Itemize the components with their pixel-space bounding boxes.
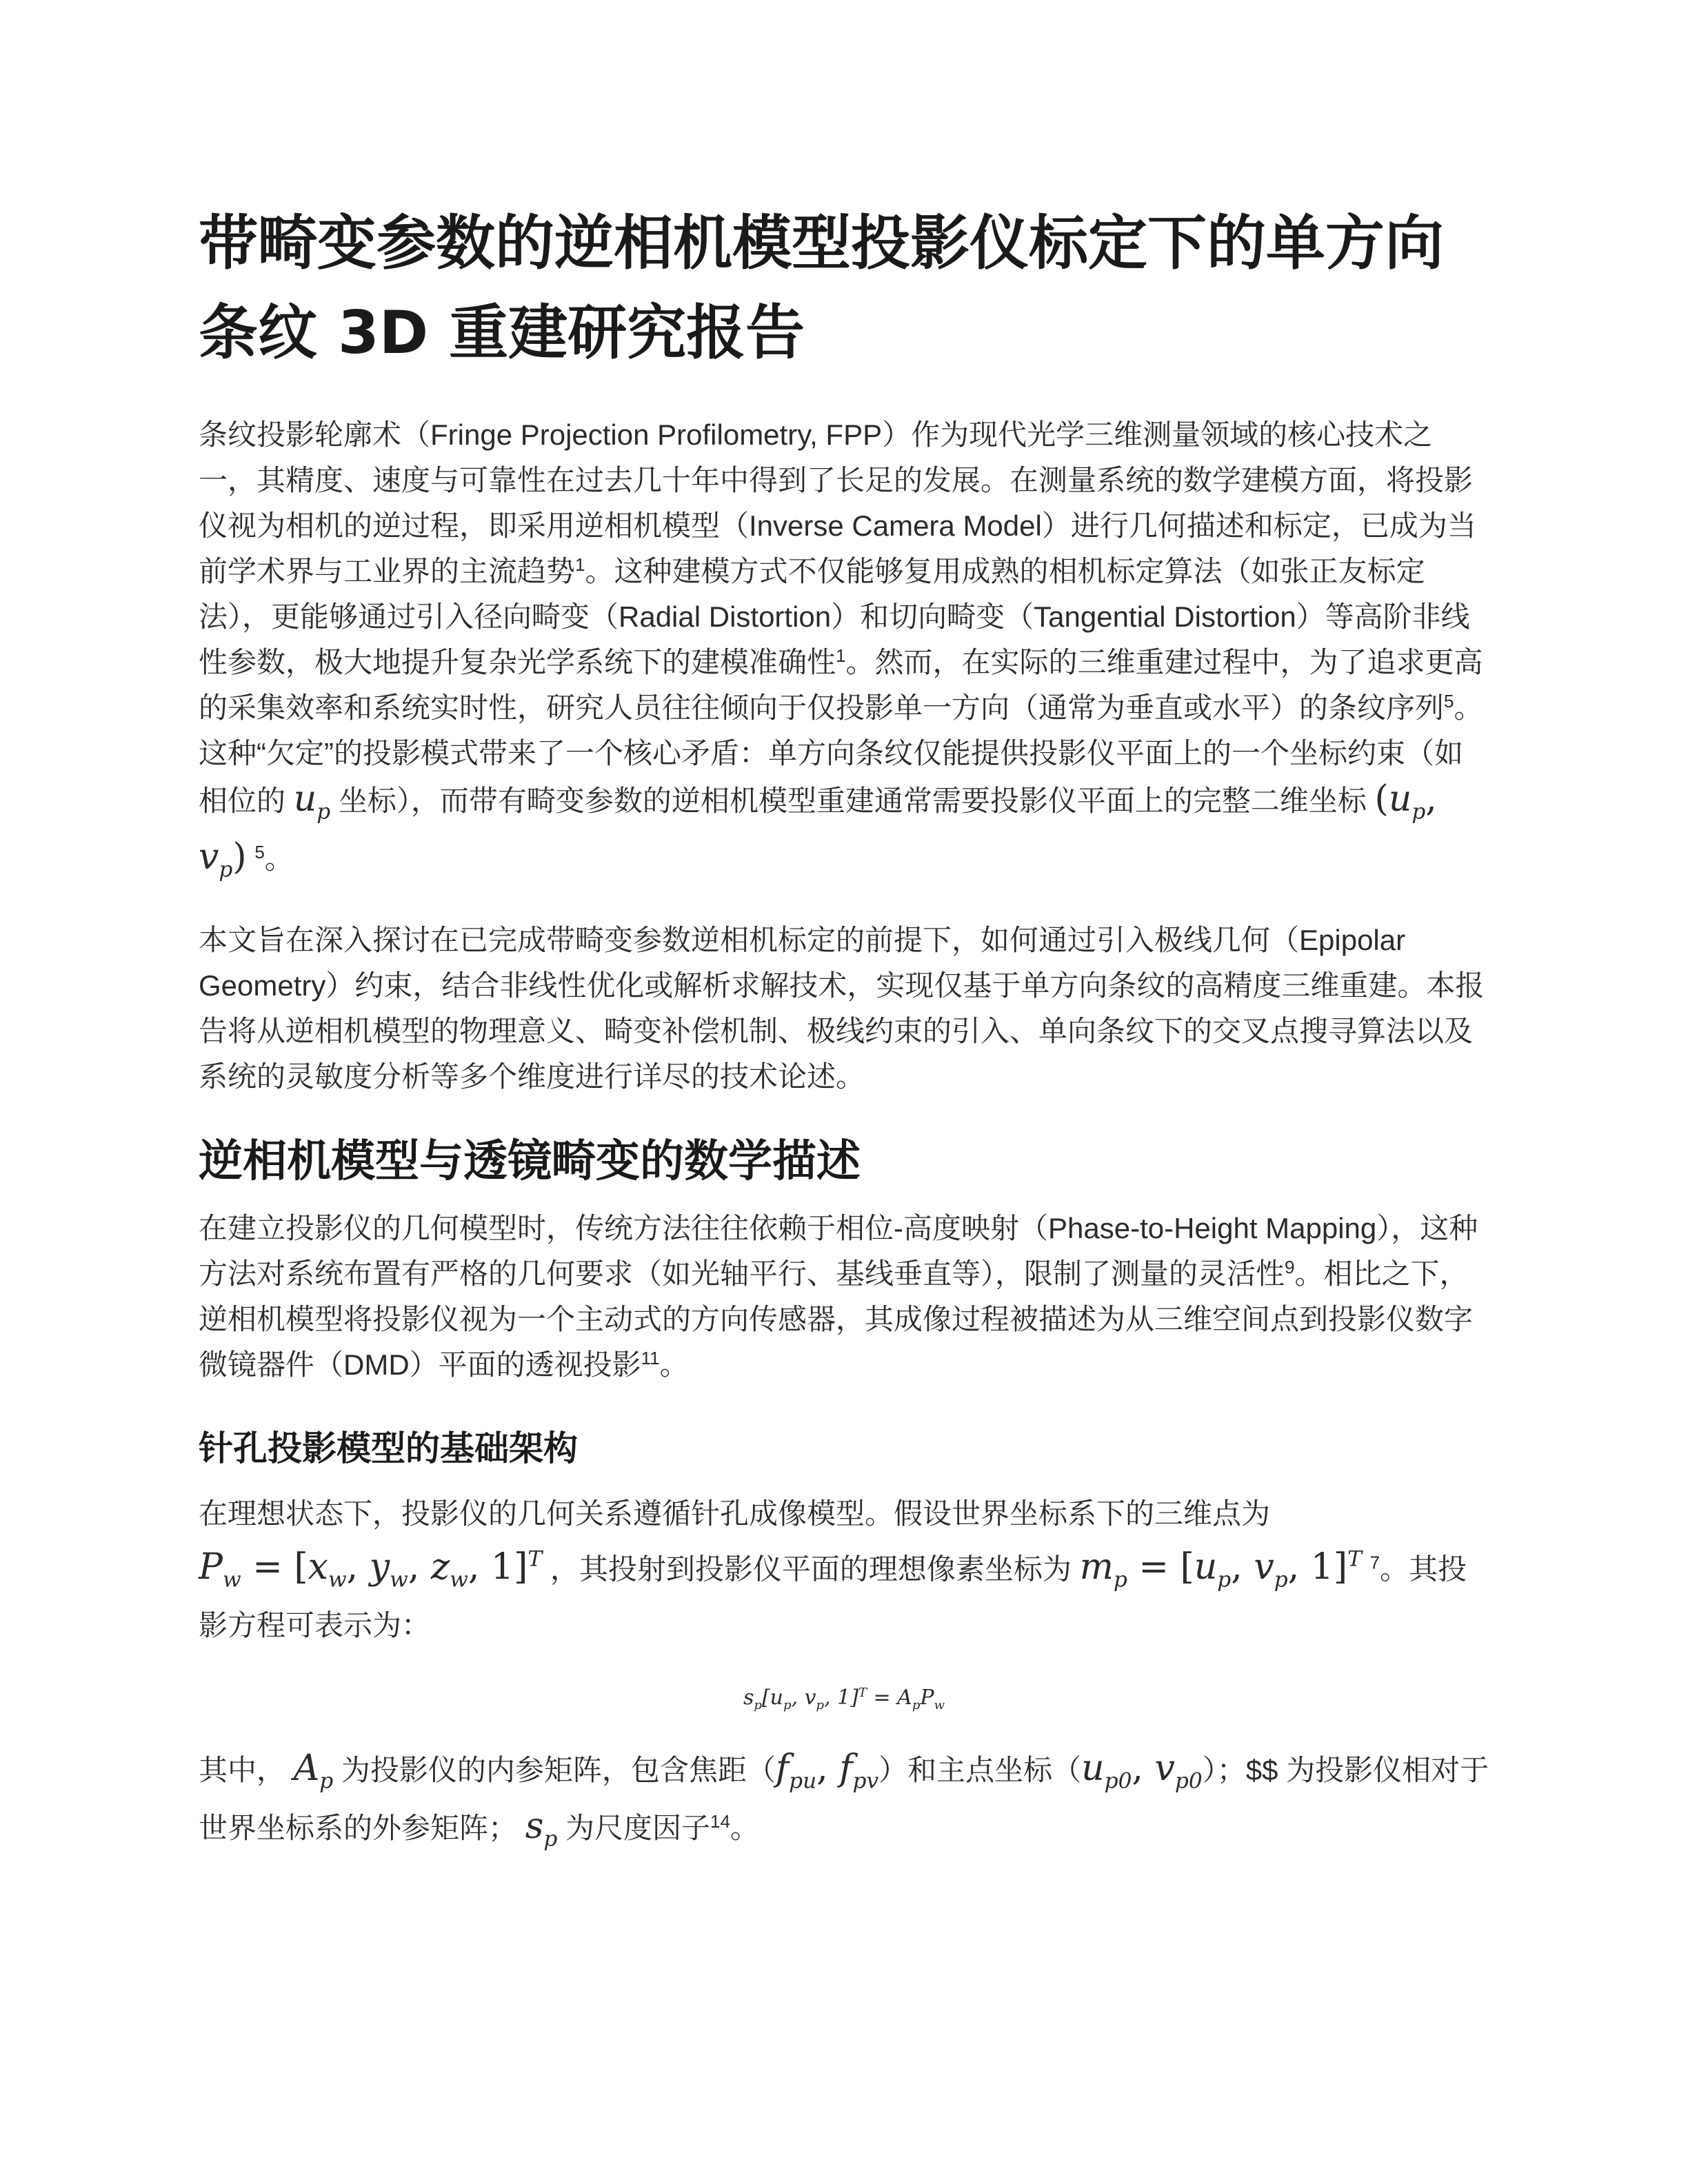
text-run: 。这种建模方式不仅能够复用成熟的相机标定算法（如张正友标定法），更能够通过引入径向畸变（Radial Distortion）和切向畸变（Tangential Distortion）等高阶非线性参数，极大地提升复杂光学系统下的建模准确性: [199, 555, 1470, 678]
citation-ref[interactable]: 9: [1285, 1256, 1295, 1277]
section2-paragraph-2: [199, 1746, 1489, 1862]
math-pw-definition: $P_w = [x_w$, $y_w$, $z_w$, 1]$^T$: [199, 1546, 543, 1593]
math-principal-point: $u_{p0}$, $v_{p0}$: [1081, 1747, 1203, 1793]
text-run: 。然而，在实际的三维重建过程中，为了追求更高的采集效率和系统实时性，研究人员往往倾向于仅投影单一方向（通常为垂直或水平）的条纹序列: [199, 646, 1483, 724]
citation-ref[interactable]: 1: [575, 554, 585, 575]
intro-paragraph-1: [199, 412, 1489, 893]
citation-ref[interactable]: 1: [836, 645, 846, 666]
text-run: 坐标），而带有畸变参数的逆相机模型重建通常需要投影仪平面上的完整二维坐标: [338, 785, 1367, 817]
math-ap: $A_p$: [293, 1747, 334, 1793]
citation-ref[interactable]: 11: [641, 1347, 660, 1368]
text-run: 。: [659, 1348, 689, 1381]
math-focal-lengths: $f_{pu}$, $f_{pv}$: [775, 1747, 879, 1793]
text-run: 。: [730, 1811, 759, 1844]
math-up-vp-pair: ($u_p$, $v_p$): [199, 778, 1437, 882]
citation-ref[interactable]: 5: [1444, 691, 1454, 711]
text-run: 。这种“欠定”的投影模式带来了一个核心矛盾：单方向条纹仅能提供投影仪平面上的一个坐标约束（如相位的: [199, 691, 1483, 817]
text-run: ，其投射到投影仪平面的理想像素坐标为: [550, 1553, 1072, 1586]
projection-equation: $s_p[u_p$, $v_p$, $1]^T = A_pP_w$: [743, 1685, 945, 1712]
citation-ref[interactable]: 14: [710, 1810, 730, 1832]
text-run: 条纹投影轮廓术（Fringe Projection Profilometry, FPP）作为现代光学三维测量领域的核心技术之一，其精度、速度与可靠性在过去几十年中得到了长足的发展。在测量系统的数学建模方面，将投影仪视为相机的逆过程，即采用逆相机模型（Inverse Camera Model）进行几何描述和标定，已成为当前学术界与工业界的主流趋势: [199, 418, 1476, 587]
section1-paragraph: [199, 1206, 1489, 1388]
text-run: 为尺度因子: [565, 1811, 711, 1844]
text-run: 在理想状态下，投影仪的几何关系遵循针孔成像模型。假设世界坐标系下的三维点为: [199, 1497, 1271, 1530]
section-heading: 逆相机模型与透镜畸变的数学描述: [199, 1135, 861, 1187]
math-mp-definition: $m_p = [u_p$, $v_p$, 1]$^T$: [1079, 1546, 1362, 1593]
text-run: 。: [264, 842, 294, 876]
math-up: $u_p$: [293, 778, 331, 825]
citation-ref[interactable]: 5: [254, 842, 265, 863]
text-run: ）；$$ 为投影仪相对于世界坐标系的外参矩阵；: [199, 1753, 1489, 1844]
text-run: 为投影仪的内参矩阵，包含焦距（: [341, 1753, 776, 1786]
math-sp: $s_p$: [525, 1805, 558, 1852]
text-run: 。其投影方程可表示为：: [199, 1553, 1467, 1641]
text-run: 。相比之下，逆相机模型将投影仪视为一个主动式的方向传感器，其成像过程被描述为从三维空间点到投影仪数字微镜器件（DMD）平面的透视投影: [199, 1257, 1474, 1381]
intro-paragraph-2: 本文旨在深入探讨在已完成带畸变参数逆相机标定的前提下，如何通过引入极线几何（Epipolar Geometry）约束，结合非线性优化或解析求解技术，实现仅基于单方向条纹的高精度三维重建。本报告将从逆相机模型的物理意义、畸变补偿机制、极线约束的引入、单向条纹下的交叉点搜寻算法以及系统的灵敏度分析等多个维度进行详尽的技术论述。: [199, 923, 1485, 1093]
document-page: [199, 199, 1489, 1861]
text-run: 在建立投影仪的几何模型时，传统方法往往依赖于相位-高度映射（Phase-to-Height Mapping），这种方法对系统布置有严格的几何要求（如光轴平行、基线垂直等），限制了测量的灵活性: [199, 1211, 1478, 1290]
citation-ref[interactable]: 7: [1369, 1552, 1380, 1573]
page-title: 带畸变参数的逆相机模型投影仪标定下的单方向条纹 3D 重建研究报告: [199, 209, 1444, 367]
section2-paragraph-1: [199, 1491, 1489, 1648]
text-run: ）和主点坐标（: [878, 1753, 1082, 1786]
subsection-heading: 针孔投影模型的基础架构: [199, 1428, 578, 1468]
text-run: 其中，: [199, 1753, 286, 1786]
